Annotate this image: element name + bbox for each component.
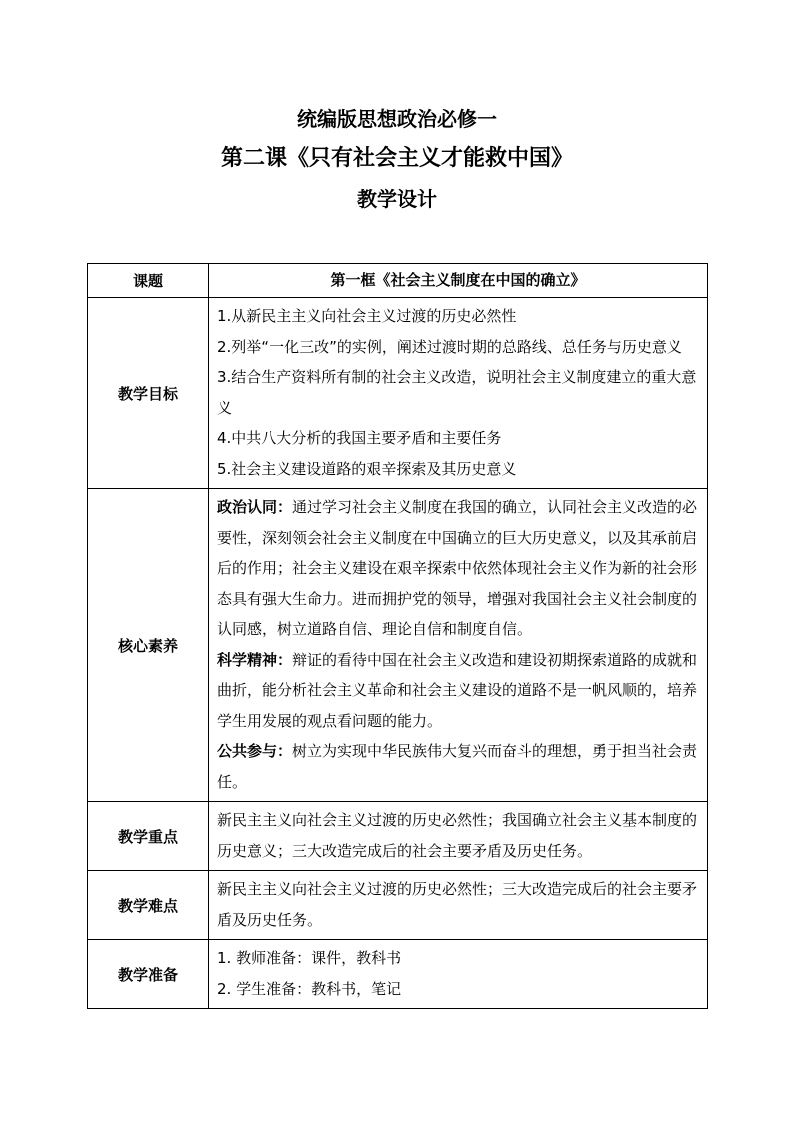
- preparation-item: 1. 教师准备：课件，教科书: [217, 949, 402, 967]
- goal-item: 4.中共八大分析的我国主要矛盾和主要任务: [217, 429, 502, 447]
- literacy-item: [217, 645, 699, 737]
- literacy-text: 树立为实现中华民族伟大复兴而奋斗的理想，勇于担当社会责任。: [217, 742, 698, 791]
- literacy-text: 辩证的看待中国在社会主义改造和建设初期探索道路的成就和曲折，能分析社会主义革命和社会主义建设的道路不是一帆风顺的，培养学生用发展的观点看问题的能力。: [217, 650, 698, 730]
- goal-item: 2.列举“一化三改”的实例，阐述过渡时期的总路线、总任务与历史意义: [217, 337, 682, 356]
- lesson-title: 第二课《只有社会主义才能救中国》: [220, 146, 573, 171]
- preparation-item: 2. 学生准备：教科书，笔记: [217, 979, 402, 998]
- table-row-difficulties: [88, 871, 708, 940]
- goal-item: 5.社会主义建设道路的艰辛探索及其历史意义: [217, 459, 517, 478]
- table-row-topic: [88, 264, 708, 298]
- preparation-content: [209, 940, 708, 1009]
- goals-label: 教学目标: [88, 298, 209, 489]
- document-subtitle: 教学设计: [357, 187, 437, 211]
- difficulties-content: 新民主主义向社会主义过渡的历史必然性；三大改造完成后的社会主要矛盾及历史任务。: [209, 871, 708, 940]
- literacy-lead: 公共参与：: [217, 742, 293, 760]
- key-points-label: 教学重点: [88, 802, 209, 871]
- literacy-lead: 政治认同：: [217, 498, 293, 516]
- goal-item: 1.从新民主主义向社会主义过渡的历史必然性: [217, 307, 517, 325]
- literacy-text: 通过学习社会主义制度在我国的确立，认同社会主义改造的必要性，深刻领会社会主义制度在中国确立的巨大历史意义，以及其承前启后的作用；社会主义建设在艰辛探索中依然体现社会主义作为新的社会形态具有强大生命力。进而拥护党的领导，增强对我国社会主义社会制度的认同感，树立道路自信、理论自信和制度自信。: [217, 498, 698, 638]
- literacy-lead: 科学精神：: [217, 650, 293, 669]
- document-header: [0, 104, 794, 224]
- table-row-literacy: [88, 489, 708, 802]
- difficulties-label: 教学难点: [88, 871, 209, 940]
- topic-value: 第一框《社会主义制度在中国的确立》: [209, 264, 708, 298]
- literacy-label: 核心素养: [88, 489, 209, 802]
- table-row-preparation: [88, 940, 708, 1009]
- topic-label: 课题: [88, 264, 209, 298]
- literacy-item: [217, 736, 699, 797]
- preparation-label: 教学准备: [88, 940, 209, 1009]
- key-points-content: 新民主主义向社会主义过渡的历史必然性；我国确立社会主义基本制度的历史意义；三大改造完成后的社会主要矛盾及历史任务。: [209, 802, 708, 871]
- literacy-item: [217, 492, 699, 645]
- table-row-key-points: [88, 802, 708, 871]
- table-row-goals: [88, 298, 708, 489]
- goals-content: [209, 298, 708, 489]
- goal-item: 3.结合生产资料所有制的社会主义改造，说明社会主义制度建立的重大意义: [217, 368, 697, 417]
- document-title: 统编版思想政治必修一: [297, 107, 497, 131]
- lesson-plan-table: [87, 263, 708, 1009]
- literacy-content: [209, 489, 708, 802]
